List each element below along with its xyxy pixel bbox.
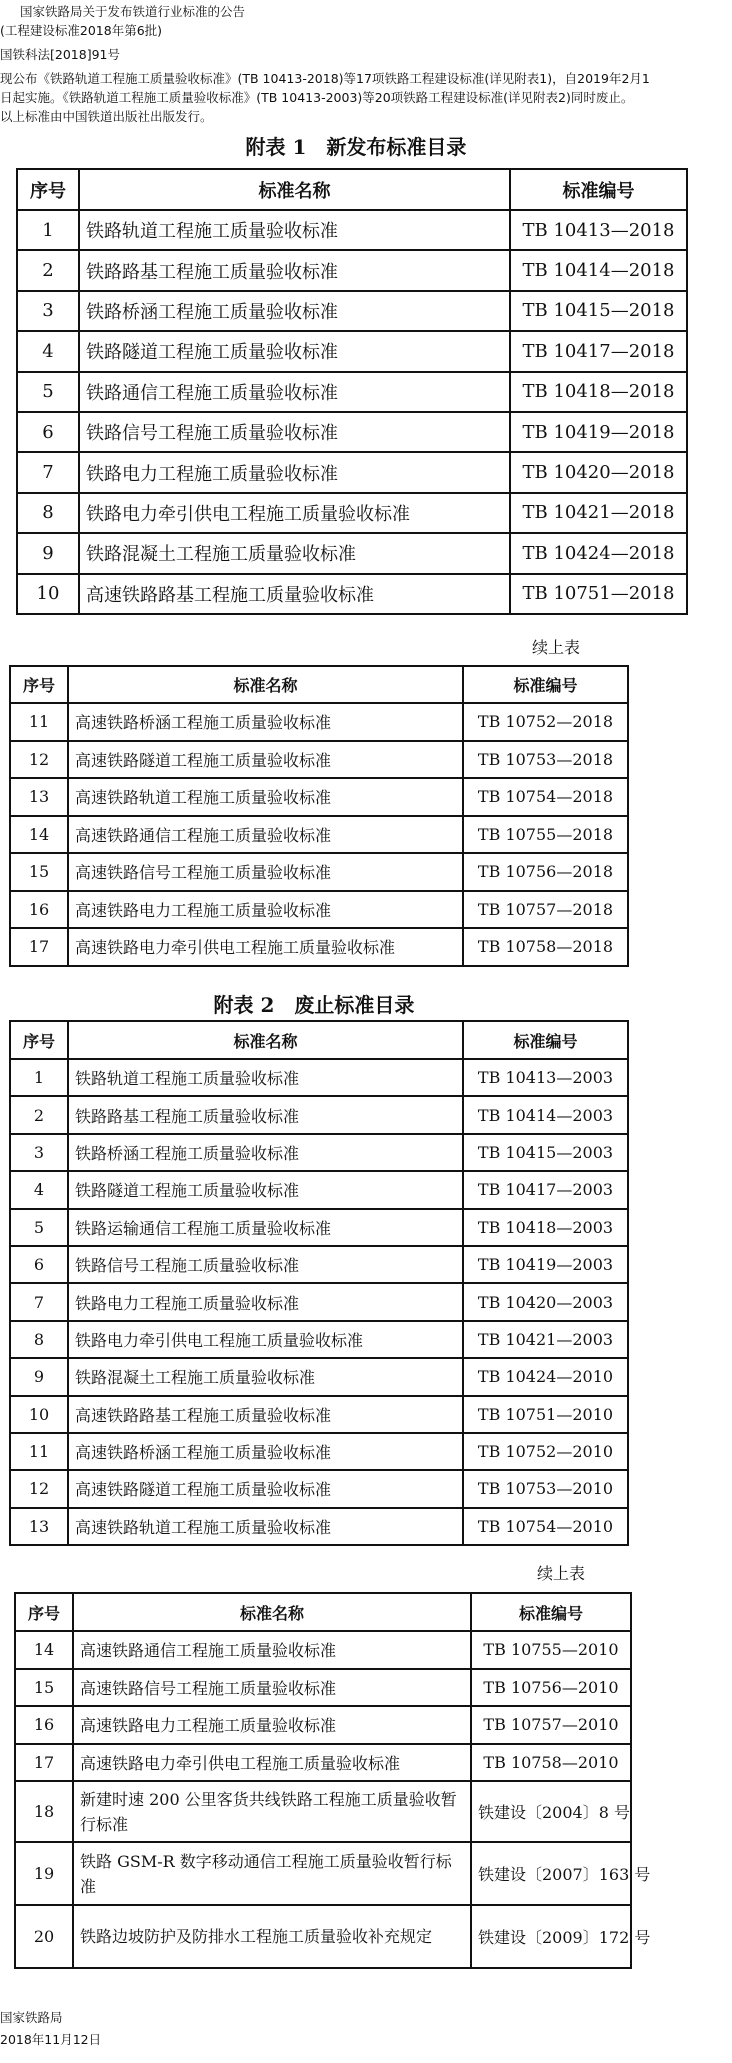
standard-code: 铁建设〔2007〕163 号 (471, 1842, 631, 1905)
column-header-code: 标准编号 (471, 1593, 631, 1631)
standard-code: TB 10418—2018 (510, 372, 687, 412)
table-row (10, 853, 628, 891)
standard-code: TB 10752—2010 (463, 1433, 628, 1470)
standard-code: TB 10755—2018 (463, 816, 628, 854)
row-number: 6 (10, 1246, 68, 1283)
standard-name: 高速铁路电力工程施工质量验收标准 (68, 891, 463, 929)
row-number: 15 (15, 1669, 73, 1707)
table-row (17, 291, 687, 331)
standard-code: TB 10755—2010 (471, 1631, 631, 1669)
standard-code: TB 10414—2018 (510, 250, 687, 290)
column-header-code: 标准编号 (463, 1021, 628, 1059)
column-header-number: 序号 (10, 1021, 68, 1059)
notice-paragraph-line-2: 日起实施。《铁路轨道工程施工质量验收标准》(TB 10413-2003)等20项铁路工程建设标准(详见附表2)同时废止。 (0, 90, 634, 105)
row-number: 8 (10, 1321, 68, 1358)
row-number: 13 (10, 1508, 68, 1545)
row-number: 9 (17, 533, 79, 573)
row-number: 10 (10, 1396, 68, 1433)
table-row (10, 891, 628, 929)
continued-label-2: 续上表 (537, 1564, 586, 1583)
table-row (17, 250, 687, 290)
standard-code: TB 10756—2018 (463, 853, 628, 891)
table-header-row (10, 666, 628, 703)
standard-code: TB 10751—2010 (463, 1396, 628, 1433)
table2-title: 附表 2 废止标准目录 (213, 993, 415, 1017)
table-row (10, 1209, 628, 1246)
row-number: 17 (15, 1744, 73, 1782)
standard-name: 铁路 GSM-R 数字移动通信工程施工质量验收暂行标准 (73, 1842, 471, 1905)
standard-code: TB 10421—2018 (510, 493, 687, 533)
standard-name: 铁路电力牵引供电工程施工质量验收标准 (68, 1321, 463, 1358)
row-number: 5 (17, 372, 79, 412)
row-number: 3 (17, 291, 79, 331)
table-row (17, 533, 687, 573)
table-row (10, 778, 628, 816)
row-number: 12 (10, 741, 68, 779)
table-row (15, 1842, 631, 1905)
standard-name: 高速铁路轨道工程施工质量验收标准 (68, 1508, 463, 1545)
column-header-name: 标准名称 (73, 1593, 471, 1631)
table-row (10, 1134, 628, 1171)
standard-code: TB 10415—2018 (510, 291, 687, 331)
table2b-body (15, 1593, 651, 1968)
row-number: 4 (10, 1171, 68, 1208)
standard-name: 铁路通信工程施工质量验收标准 (79, 372, 510, 412)
standard-code: TB 10419—2018 (510, 412, 687, 452)
standard-code: TB 10419—2003 (463, 1246, 628, 1283)
standard-name: 铁路桥涵工程施工质量验收标准 (79, 291, 510, 331)
table-row (10, 703, 628, 741)
standard-name: 铁路电力工程施工质量验收标准 (68, 1283, 463, 1320)
table-row (10, 1433, 628, 1470)
row-number: 5 (10, 1209, 68, 1246)
standard-name: 高速铁路电力牵引供电工程施工质量验收标准 (68, 928, 463, 966)
table-row (15, 1905, 631, 1968)
standard-code: TB 10417—2018 (510, 331, 687, 371)
column-header-name: 标准名称 (68, 666, 463, 703)
table-row (17, 493, 687, 533)
row-number: 16 (15, 1706, 73, 1744)
standard-code: TB 10421—2003 (463, 1321, 628, 1358)
table1b-body (10, 666, 628, 966)
table-row (10, 1470, 628, 1507)
table-row (10, 1321, 628, 1358)
table-header-row (15, 1593, 631, 1631)
column-header-name: 标准名称 (68, 1021, 463, 1059)
table-row (10, 1096, 628, 1133)
table-row (10, 1246, 628, 1283)
table-row (10, 1059, 628, 1096)
column-header-name: 标准名称 (79, 169, 510, 210)
table-header-row (17, 169, 687, 210)
standard-code: 铁建设〔2009〕172 号 (471, 1905, 631, 1968)
table-row (17, 372, 687, 412)
table1-new-standards (16, 168, 688, 615)
standard-code: TB 10415—2003 (463, 1134, 628, 1171)
table2-continued (14, 1592, 651, 1969)
standard-name: 铁路轨道工程施工质量验收标准 (68, 1059, 463, 1096)
row-number: 2 (17, 250, 79, 290)
standard-name: 高速铁路隧道工程施工质量验收标准 (68, 741, 463, 779)
column-header-code: 标准编号 (510, 169, 687, 210)
standard-name: 高速铁路桥涵工程施工质量验收标准 (68, 1433, 463, 1470)
standard-name: 铁路路基工程施工质量验收标准 (68, 1096, 463, 1133)
standard-code: TB 10420—2003 (463, 1283, 628, 1320)
notice-title: 国家铁路局关于发布铁道行业标准的公告 (20, 4, 246, 19)
standard-code: TB 10756—2010 (471, 1669, 631, 1707)
standard-name: 铁路路基工程施工质量验收标准 (79, 250, 510, 290)
standard-code: TB 10757—2018 (463, 891, 628, 929)
standard-name: 高速铁路桥涵工程施工质量验收标准 (68, 703, 463, 741)
row-number: 13 (10, 778, 68, 816)
table-row (10, 928, 628, 966)
standard-code: TB 10424—2018 (510, 533, 687, 573)
standard-code: TB 10753—2018 (463, 741, 628, 779)
row-number: 15 (10, 853, 68, 891)
row-number: 7 (17, 452, 79, 492)
standard-name: 高速铁路通信工程施工质量验收标准 (73, 1631, 471, 1669)
row-number: 1 (10, 1059, 68, 1096)
table-row (17, 412, 687, 452)
standard-name: 铁路信号工程施工质量验收标准 (79, 412, 510, 452)
row-number: 2 (10, 1096, 68, 1133)
standard-name: 铁路电力牵引供电工程施工质量验收标准 (79, 493, 510, 533)
standard-name: 高速铁路隧道工程施工质量验收标准 (68, 1470, 463, 1507)
standard-name: 铁路轨道工程施工质量验收标准 (79, 210, 510, 250)
table1-title: 附表 1 新发布标准目录 (245, 135, 467, 159)
table-row (17, 331, 687, 371)
standard-name: 铁路运输通信工程施工质量验收标准 (68, 1209, 463, 1246)
standard-name: 高速铁路路基工程施工质量验收标准 (79, 574, 510, 614)
row-number: 19 (15, 1842, 73, 1905)
row-number: 7 (10, 1283, 68, 1320)
table-row (15, 1706, 631, 1744)
standard-name: 铁路电力工程施工质量验收标准 (79, 452, 510, 492)
table-row (10, 1396, 628, 1433)
standard-code: TB 10417—2003 (463, 1171, 628, 1208)
row-number: 14 (10, 816, 68, 854)
table2-body (10, 1021, 628, 1545)
standard-code: TB 10413—2003 (463, 1059, 628, 1096)
table-row (10, 816, 628, 854)
standard-name: 铁路隧道工程施工质量验收标准 (68, 1171, 463, 1208)
table-row (10, 1358, 628, 1395)
table-row (10, 1283, 628, 1320)
standard-name: 高速铁路电力牵引供电工程施工质量验收标准 (73, 1744, 471, 1782)
table-row (15, 1781, 631, 1842)
table-row (17, 574, 687, 614)
column-header-number: 序号 (10, 666, 68, 703)
standard-name: 铁路边坡防护及防排水工程施工质量验收补充规定 (73, 1905, 471, 1968)
row-number: 11 (10, 1433, 68, 1470)
standard-code: TB 10754—2018 (463, 778, 628, 816)
row-number: 1 (17, 210, 79, 250)
column-header-number: 序号 (17, 169, 79, 210)
row-number: 20 (15, 1905, 73, 1968)
column-header-number: 序号 (15, 1593, 73, 1631)
document-number: 国铁科法[2018]91号 (0, 47, 120, 62)
standard-name: 铁路混凝土工程施工质量验收标准 (79, 533, 510, 573)
row-number: 14 (15, 1631, 73, 1669)
continued-label: 续上表 (532, 638, 581, 657)
notice-subtitle: (工程建设标准2018年第6批) (0, 23, 163, 38)
standard-name: 高速铁路电力工程施工质量验收标准 (73, 1706, 471, 1744)
notice-paragraph-line-1: 现公布《铁路轨道工程施工质量验收标准》(TB 10413-2018)等17项铁路工程建设标准(详见附表1)，自2019年2月1 (0, 71, 650, 86)
table-row (15, 1744, 631, 1782)
standard-code: TB 10424—2010 (463, 1358, 628, 1395)
row-number: 9 (10, 1358, 68, 1395)
row-number: 17 (10, 928, 68, 966)
standard-name: 铁路信号工程施工质量验收标准 (68, 1246, 463, 1283)
table-row (17, 210, 687, 250)
table-row (15, 1669, 631, 1707)
row-number: 8 (17, 493, 79, 533)
standard-code: 铁建设〔2004〕8 号 (471, 1781, 631, 1842)
row-number: 6 (17, 412, 79, 452)
table1-body (17, 169, 687, 614)
standard-code: TB 10757—2010 (471, 1706, 631, 1744)
standard-code: TB 10758—2018 (463, 928, 628, 966)
row-number: 4 (17, 331, 79, 371)
standard-code: TB 10413—2018 (510, 210, 687, 250)
row-number: 10 (17, 574, 79, 614)
notice-paragraph-line-3: 以上标准由中国铁道出版社出版发行。 (0, 109, 213, 124)
standard-code: TB 10754—2010 (463, 1508, 628, 1545)
table-row (10, 1508, 628, 1545)
row-number: 3 (10, 1134, 68, 1171)
issuing-organization: 国家铁路局 (0, 2010, 63, 2025)
table-header-row (10, 1021, 628, 1059)
standard-code: TB 10752—2018 (463, 703, 628, 741)
row-number: 11 (10, 703, 68, 741)
standard-name: 高速铁路信号工程施工质量验收标准 (68, 853, 463, 891)
standard-name: 高速铁路通信工程施工质量验收标准 (68, 816, 463, 854)
row-number: 18 (15, 1781, 73, 1842)
column-header-code: 标准编号 (463, 666, 628, 703)
standard-code: TB 10414—2003 (463, 1096, 628, 1133)
standard-name: 铁路隧道工程施工质量验收标准 (79, 331, 510, 371)
standard-name: 新建时速 200 公里客货共线铁路工程施工质量验收暂行标准 (73, 1781, 471, 1842)
table-row (15, 1631, 631, 1669)
row-number: 16 (10, 891, 68, 929)
table-row (10, 741, 628, 779)
table1-continued (9, 665, 629, 967)
standard-code: TB 10758—2010 (471, 1744, 631, 1782)
row-number: 12 (10, 1470, 68, 1507)
standard-code: TB 10753—2010 (463, 1470, 628, 1507)
issue-date: 2018年11月12日 (0, 2032, 102, 2047)
table-row (10, 1171, 628, 1208)
standard-name: 高速铁路信号工程施工质量验收标准 (73, 1669, 471, 1707)
standard-name: 高速铁路轨道工程施工质量验收标准 (68, 778, 463, 816)
standard-name: 高速铁路路基工程施工质量验收标准 (68, 1396, 463, 1433)
standard-name: 铁路混凝土工程施工质量验收标准 (68, 1358, 463, 1395)
standard-code: TB 10420—2018 (510, 452, 687, 492)
standard-name: 铁路桥涵工程施工质量验收标准 (68, 1134, 463, 1171)
standard-code: TB 10751—2018 (510, 574, 687, 614)
standard-code: TB 10418—2003 (463, 1209, 628, 1246)
table2-abolished-standards (9, 1020, 629, 1546)
table-row (17, 452, 687, 492)
